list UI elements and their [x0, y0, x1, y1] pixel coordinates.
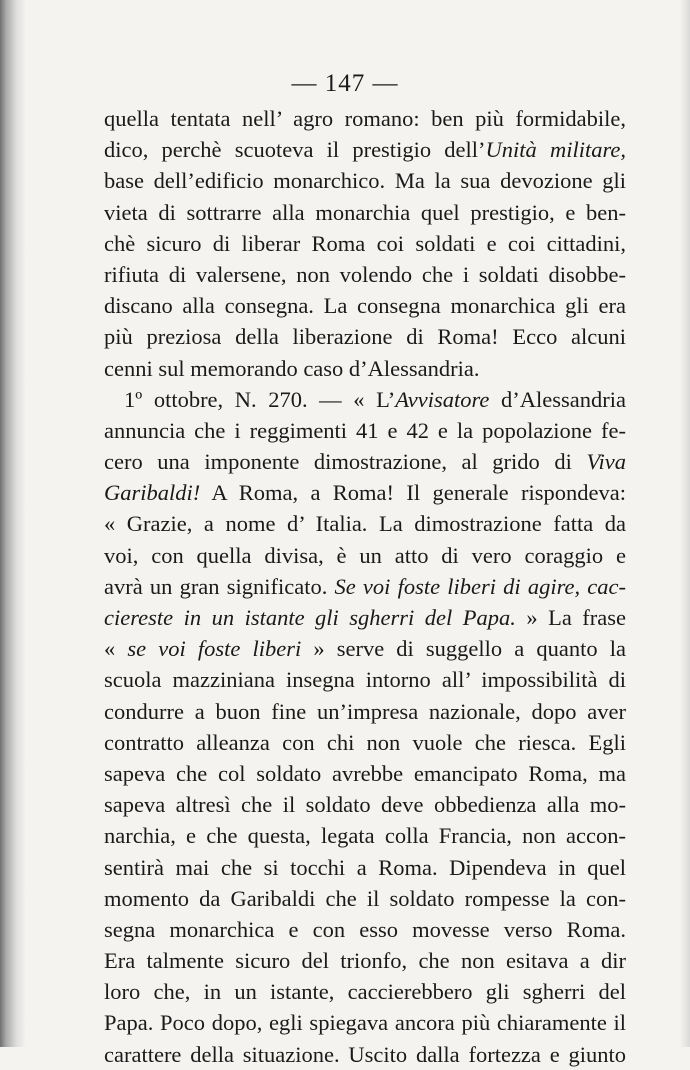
text-segment: carattere della situazione. Uscito dalla fortezza e giunto — [104, 1041, 626, 1067]
text-line — [104, 353, 626, 384]
text-segment: Papa. Poco dopo, egli spiegava ancora più chiaramente il — [104, 1010, 626, 1036]
text-line — [104, 1007, 626, 1038]
text-segment: discano alla consegna. La consegna monarchica gli era — [104, 293, 626, 319]
text-line — [104, 228, 626, 259]
text-segment: 1º ottobre, N. 270. — « L’ — [124, 386, 396, 412]
text-line — [104, 820, 626, 851]
text-segment: momento da Garibaldi che il soldato rompesse la con- — [104, 885, 626, 911]
text-segment: loro che, in un istante, caccierebbero gli sgherri del — [104, 979, 626, 1005]
text-segment: chè sicuro di liberar Roma coi soldati e coi cittadini, — [104, 230, 626, 256]
text-line — [104, 571, 626, 602]
text-segment: « — [104, 636, 128, 662]
text-line — [104, 290, 626, 321]
text-line — [104, 852, 626, 883]
text-line — [104, 415, 626, 446]
text-segment: più preziosa della liberazione di Roma! Ecco alcuni — [104, 324, 626, 350]
text-line — [104, 664, 626, 695]
book-gutter-shadow — [0, 0, 26, 1047]
text-line — [104, 165, 626, 196]
text-segment: d’Alessandria — [489, 386, 626, 412]
text-line — [104, 540, 626, 571]
text-line — [104, 259, 626, 290]
text-segment: A Roma, a Roma! Il generale rispondeva: — [200, 480, 626, 506]
text-segment: condurre a buon fine un’impresa nazionale, dopo aver — [104, 698, 626, 724]
text-line — [104, 197, 626, 228]
text-segment: sapeva che col soldato avrebbe emancipato Roma, ma — [104, 760, 626, 786]
text-line — [104, 914, 626, 945]
text-segment: base dell’edificio monarchico. Ma la sua devozione gli — [104, 168, 626, 194]
text-line — [104, 758, 626, 789]
text-line — [104, 446, 626, 477]
text-segment: narchia, e che questa, legata colla Francia, non accon- — [104, 823, 626, 849]
text-segment: Era talmente sicuro del trionfo, che non esitava a dir — [104, 948, 626, 974]
italic-text: Avvisatore — [395, 386, 490, 412]
text-segment: annuncia che i reggimenti 41 e 42 e la popolazione fe- — [104, 417, 626, 443]
text-segment: sapeva altresì che il soldato deve obbedienza alla mo- — [104, 792, 626, 818]
text-segment: rifiuta di valersene, non volendo che i soldati disobbe- — [104, 261, 626, 287]
text-segment: avrà un gran significato. — [104, 573, 335, 599]
page-number: — 147 — — [291, 70, 399, 97]
text-segment: contratto alleanza con chi non vuole che riesca. Egli — [104, 729, 626, 755]
italic-text: Unità militare, — [485, 137, 626, 163]
text-line — [104, 976, 626, 1007]
text-segment: » serve di suggello a quanto la — [301, 636, 626, 662]
page-edge — [680, 0, 690, 1047]
italic-text: Garibaldi! — [104, 480, 201, 506]
italic-text: Se voi foste liberi di agire, cac- — [334, 573, 627, 599]
text-line — [104, 727, 626, 758]
text-line — [104, 477, 626, 508]
text-segment: » La frase — [515, 605, 626, 630]
text-segment: quella tentata nell’ agro romano: ben più formidabile, — [104, 106, 626, 131]
text-segment: « Grazie, a nome d’ Italia. La dimostrazione fatta da — [104, 511, 626, 537]
text-line — [104, 633, 626, 664]
text-line — [104, 883, 626, 914]
text-segment: segna monarchica e con esso movesse verso Roma. — [104, 916, 626, 942]
text-line — [104, 696, 626, 727]
body-text — [104, 103, 626, 1070]
italic-text: ciereste in un istante gli sgherri del Papa. — [104, 605, 516, 630]
text-segment: scuola mazziniana insegna intorno all’ impossibilità di — [104, 667, 626, 693]
text-line — [104, 134, 626, 165]
italic-text: se voi foste liberi — [127, 636, 302, 662]
text-line — [104, 945, 626, 976]
text-segment: sentirà mai che si tocchi a Roma. Dipendeva in quel — [104, 854, 626, 880]
text-segment: cenni sul memorando caso d’Alessandria. — [104, 355, 480, 381]
text-line — [104, 384, 626, 415]
text-line — [104, 321, 626, 352]
text-segment: vieta di sottrarre alla monarchia quel prestigio, e ben- — [104, 199, 626, 225]
text-segment: dico, perchè scuoteva il prestigio dell’ — [104, 137, 486, 163]
italic-text: Viva — [586, 449, 626, 475]
text-line — [104, 602, 626, 633]
text-line — [104, 103, 626, 134]
text-segment: voi, con quella divisa, è un atto di vero coraggio e — [104, 542, 626, 568]
text-line — [104, 1039, 626, 1070]
text-segment: cero una imponente dimostrazione, al grido di — [104, 449, 587, 475]
text-line — [104, 508, 626, 539]
text-line — [104, 789, 626, 820]
